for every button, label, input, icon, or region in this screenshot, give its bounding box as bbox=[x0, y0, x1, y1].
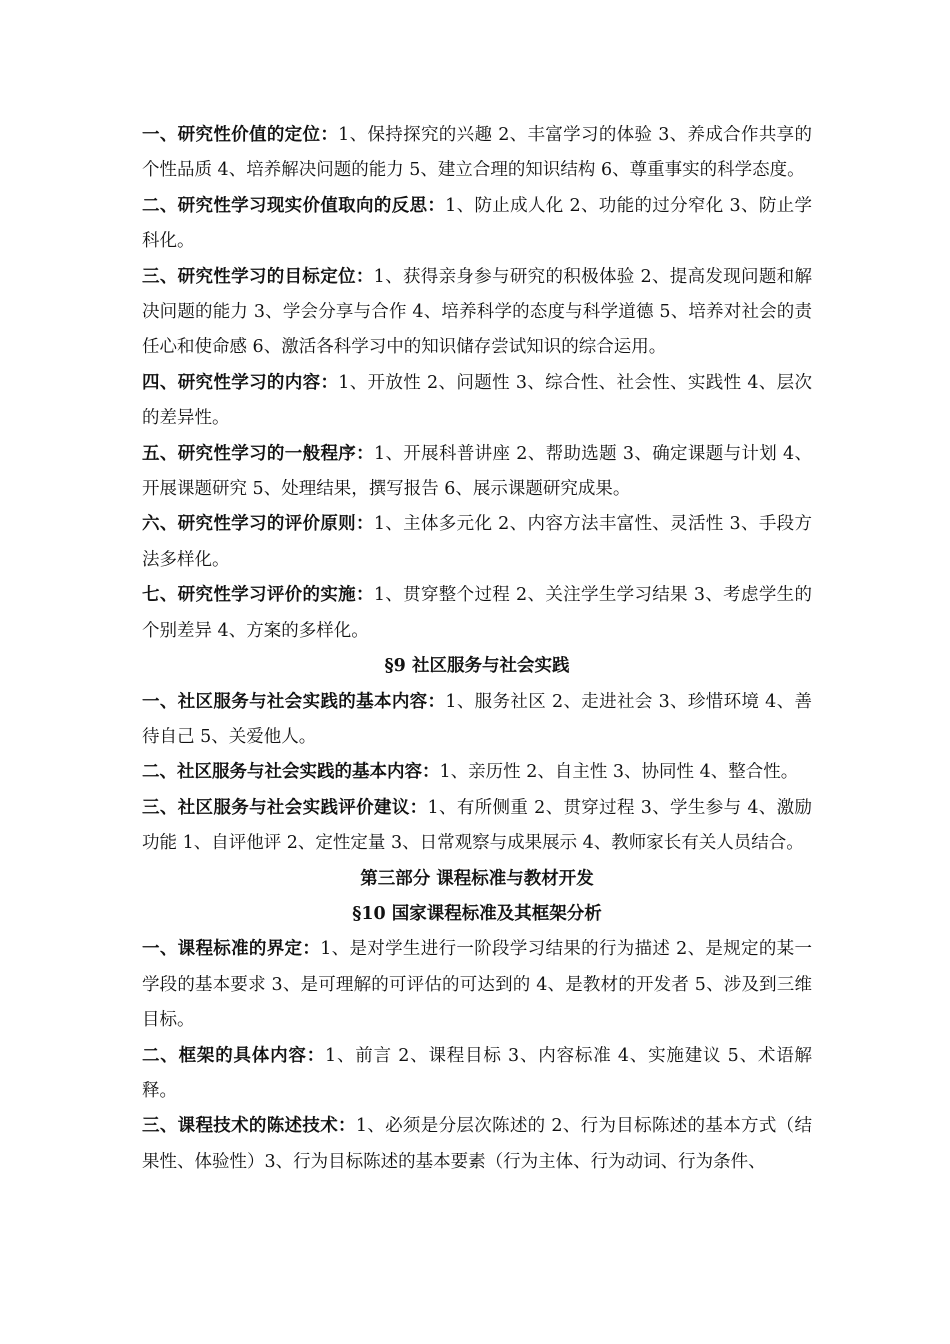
paragraph-label: 二、研究性学习现实价值取向的反思： bbox=[142, 195, 446, 216]
paragraph-evaluation-principles bbox=[142, 507, 812, 578]
paragraph-label: 三、课程技术的陈述技术： bbox=[142, 1116, 356, 1137]
paragraph-text: 1、开放性 2、问题性 3、综合性、社会性、实践性 4、层次的差异性。 bbox=[142, 372, 812, 429]
paragraph-label: 六、研究性学习的评价原则： bbox=[142, 514, 374, 535]
paragraph-content bbox=[142, 366, 812, 437]
paragraph-statement-technique bbox=[142, 1109, 812, 1180]
section-heading-9: §9 社区服务与社会实践 bbox=[384, 656, 570, 677]
paragraph-label: 二、社区服务与社会实践的基本内容： bbox=[142, 762, 440, 783]
paragraph-community-evaluation bbox=[142, 791, 812, 862]
paragraph-goal-positioning bbox=[142, 260, 812, 366]
paragraph-value-positioning bbox=[142, 118, 812, 189]
paragraph-label: 三、研究性学习的目标定位： bbox=[142, 266, 374, 287]
paragraph-text: 1、贯穿整个过程 2、关注学生学习结果 3、考虑学生的个别差异 4、方案的多样化。 bbox=[142, 585, 813, 641]
paragraph-text: 1、有所侧重 2、贯穿过程 3、学生参与 4、激励功能 1、自评他评 2、定性定量 3、日常观察与成果展示 4、教师家长有关人员结合。 bbox=[142, 797, 812, 854]
paragraph-text: 1、亲历性 2、自主性 3、协同性 4、整合性。 bbox=[439, 762, 799, 783]
paragraph-text: 1、主体多元化 2、内容方法丰富性、灵活性 3、手段方法多样化。 bbox=[142, 514, 813, 570]
paragraph-community-features bbox=[142, 755, 812, 790]
paragraph-community-content bbox=[142, 685, 812, 756]
paragraph-label: 五、研究性学习的一般程序： bbox=[142, 443, 374, 464]
paragraph-text: 1、前言 2、课程目标 3、内容标准 4、实施建议 5、术语解释。 bbox=[142, 1045, 813, 1101]
paragraph-label: 一、社区服务与社会实践的基本内容： bbox=[142, 691, 446, 712]
paragraph-text: 1、必须是分层次陈述的 2、行为目标陈述的基本方式（结果性、体验性）3、行为目标陈述的基本要素（行为主体、行为动词、行为条件、 bbox=[142, 1116, 812, 1172]
document-page bbox=[142, 118, 812, 1180]
paragraph-label: 一、课程标准的界定： bbox=[142, 939, 321, 960]
paragraph-text: 1、获得亲身参与研究的积极体验 2、提高发现问题和解决问题的能力 3、学会分享与合作 4、培养科学的态度与科学道德 5、培养对社会的责任心和使命感 6、激活各科学习中的知识储存尝试知识的综合运用。 bbox=[142, 266, 812, 358]
part-heading-3: 第三部分 课程标准与教材开发 bbox=[360, 868, 594, 889]
paragraph-label: 一、研究性价值的定位： bbox=[142, 125, 339, 145]
paragraph-label: 三、社区服务与社会实践评价建议： bbox=[142, 797, 428, 818]
section-heading-10: §10 国家课程标准及其框架分析 bbox=[352, 903, 602, 924]
paragraph-evaluation-implementation bbox=[142, 578, 812, 649]
paragraph-label: 二、框架的具体内容： bbox=[142, 1045, 326, 1066]
paragraph-label: 四、研究性学习的内容： bbox=[142, 372, 339, 393]
paragraph-text: 1、保持探究的兴趣 2、丰富学习的体验 3、养成合作共享的个性品质 4、培养解决问题的能力 5、建立合理的知识结构 6、尊重事实的科学态度。 bbox=[142, 125, 813, 181]
paragraph-framework-content bbox=[142, 1039, 812, 1110]
paragraph-text: 1、服务社区 2、走进社会 3、珍惜环境 4、善待自己 5、关爱他人。 bbox=[142, 691, 812, 747]
paragraph-text: 1、是对学生进行一阶段学习结果的行为描述 2、是规定的某一学段的基本要求 3、是可理解的可评估的可达到的 4、是教材的开发者 5、涉及到三维目标。 bbox=[142, 939, 812, 1031]
paragraph-label: 七、研究性学习评价的实施： bbox=[142, 585, 374, 606]
paragraph-procedure bbox=[142, 437, 812, 508]
paragraph-text: 1、防止成人化 2、功能的过分窄化 3、防止学科化。 bbox=[142, 195, 812, 252]
paragraph-value-reflection bbox=[142, 189, 812, 260]
paragraph-text: 1、开展科普讲座 2、帮助选题 3、确定课题与计划 4、开展课题研究 5、处理结果，撰写报告 6、展示课题研究成果。 bbox=[142, 443, 812, 500]
paragraph-standard-definition bbox=[142, 932, 812, 1038]
